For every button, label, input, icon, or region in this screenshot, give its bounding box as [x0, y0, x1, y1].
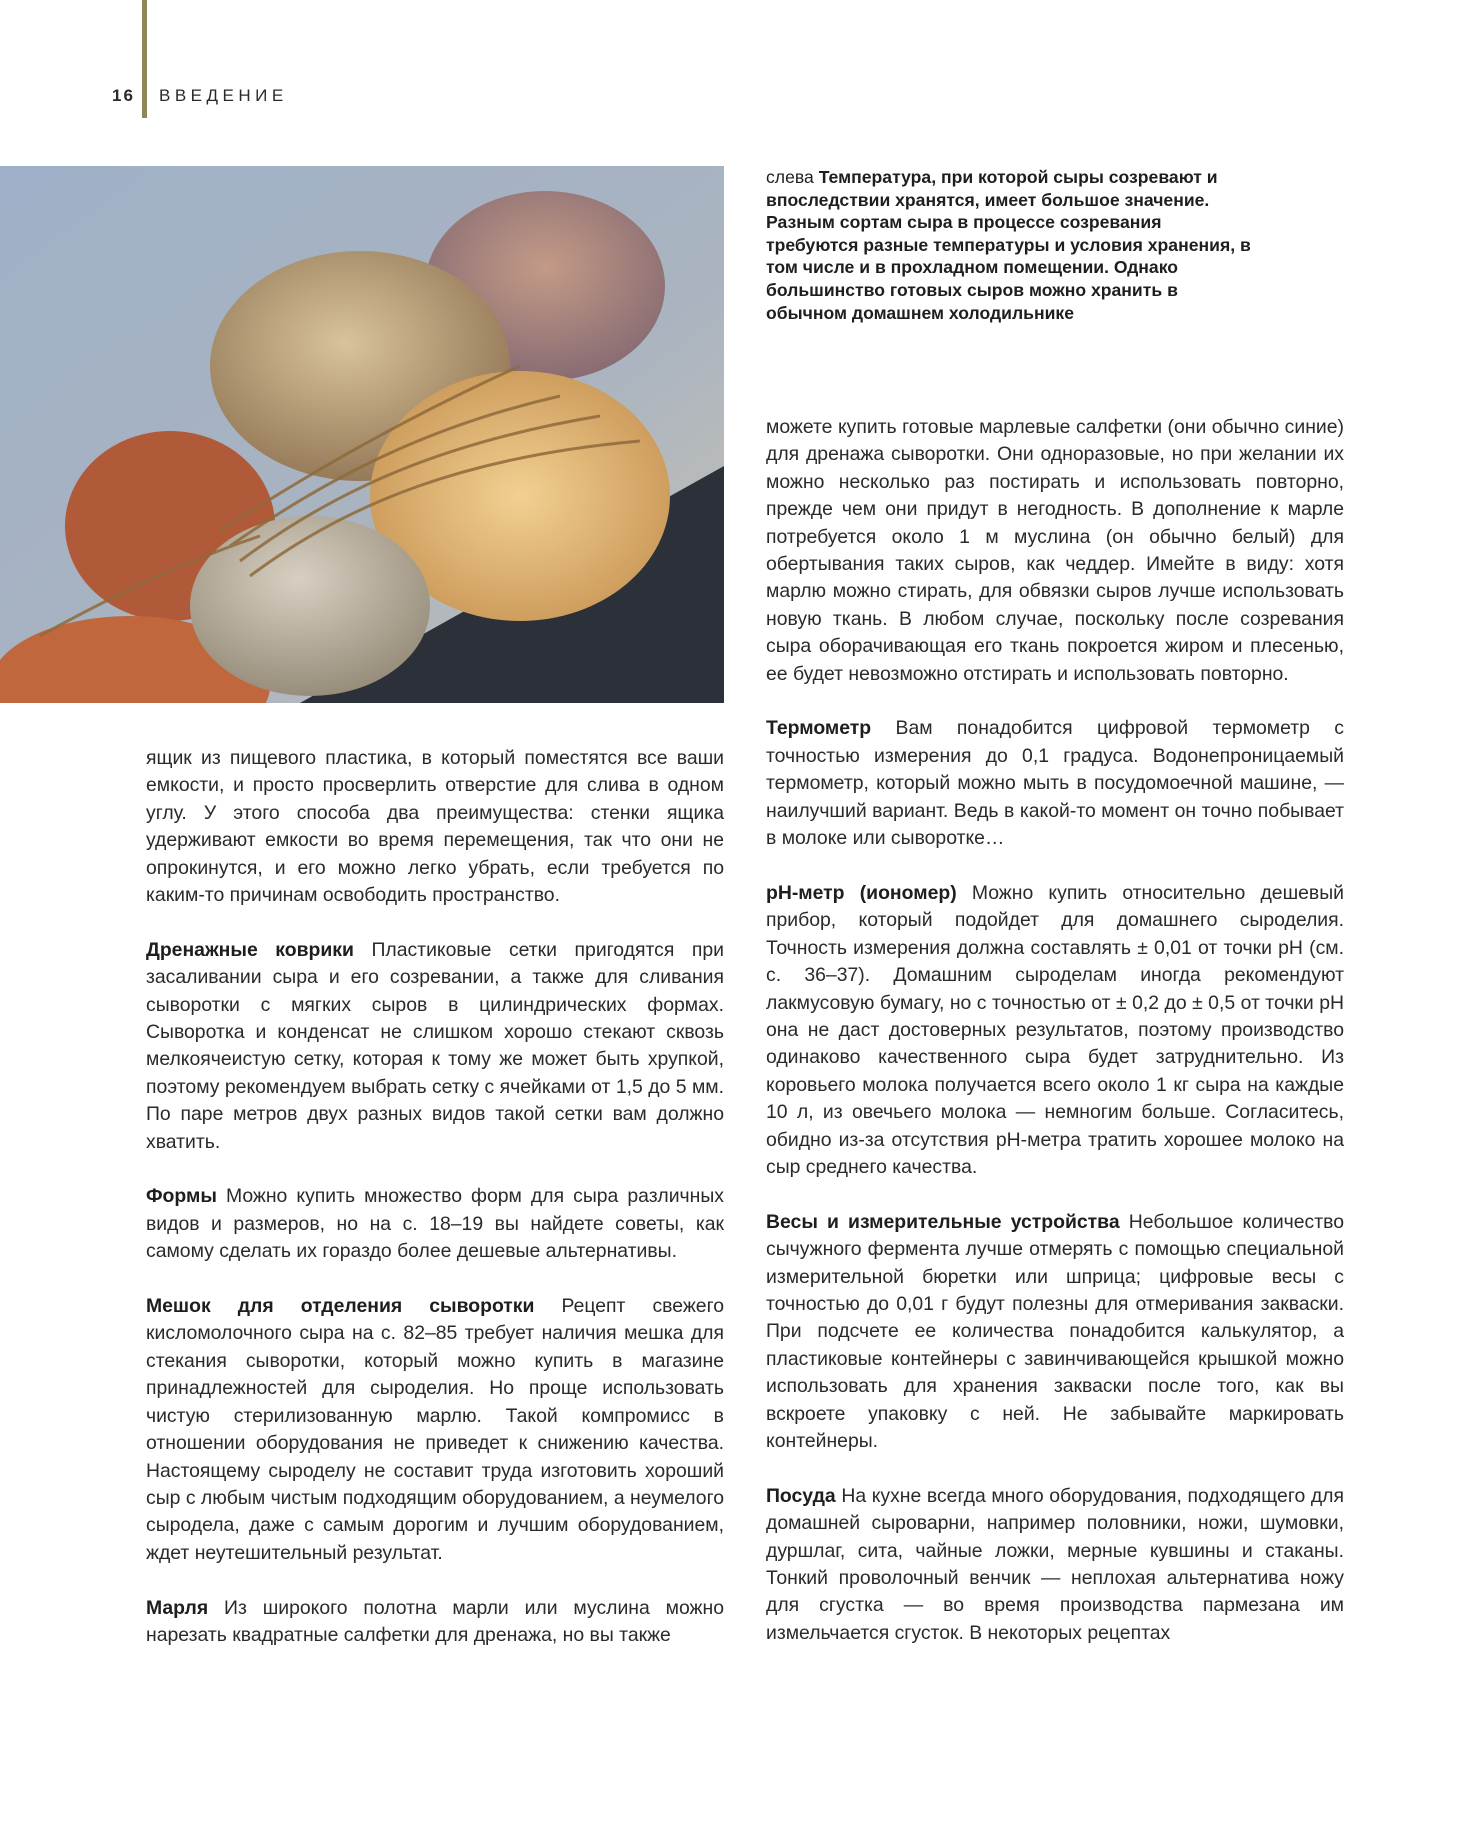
section-title: ВВЕДЕНИЕ [159, 86, 288, 105]
paragraph-scales [766, 1209, 1344, 1456]
paragraph-drainage-mats [146, 937, 724, 1156]
text-thermometer: Вам понадобится цифровой термометр с точностью измерения до 0,1 градуса. Водонепроницаемый термометр, который можно мыть в посудомоечной машине, — наилучший вариант. Ведь в какой-то момент он точно побывает в молоке или сыворотке… [766, 717, 1344, 850]
text-scales: Небольшое количество сычужного фермента лучше отмерять с помощью специальной измерительной бюретки или шприца; цифровые весы с точностью до 0,01 г будут полезны для отмеривания закваски. При подсчете ее количества понадобится калькулятор, а пластиковые контейнеры с завинчивающейся крышкой можно использовать для хранения закваски после того, как вы вскроете упаковку с ней. Не забывайте маркировать контейнеры. [766, 1210, 1344, 1452]
paragraph-whey-bag [146, 1293, 724, 1567]
text-molds: Можно купить множество форм для сыра различных видов и размеров, но на с. 18–19 вы найдете советы, как самому сделать их гораздо более дешевые альтернативы. [146, 1185, 724, 1263]
term-drainage-mats: Дренажные коврики [146, 938, 354, 961]
photo-caption [766, 166, 1256, 324]
caption-text: Температура, при которой сыры созревают и впоследствии хранятся, имеет большое значение. Разным сортам сыра в процессе созревания требуются разные температуры и условия хранения, в том числе и в прохладном помещении. Однако большинство готовых сыров можно хранить в обычном домашнем холодильнике [766, 167, 1251, 323]
left-intro-paragraph: ящик из пищевого пластика, в который поместятся все ваши емкости, и просто просверлить отверстие для слива в одном углу. У этого способа два преимущества: стенки ящика удерживают емкости во время перемещения, так что они не опрокинутся, и его можно легко убрать, если требуется по каким-то причинам освободить пространство. [146, 747, 724, 907]
right-column [766, 414, 1344, 1675]
caption-lead: слева [766, 167, 814, 187]
text-utensils: На кухне всегда много оборудования, подходящего для домашней сыроварни, например половники, ножи, шумовки, дуршлаг, сита, чайные ложки, мерные кувшины и стаканы. Тонкий проволочный венчик — неплохая альтернатива ножу для сгустка — во время производства пармезана им измельчается сгусток. В некоторых рецептах [766, 1484, 1344, 1644]
right-intro-paragraph: можете купить готовые марлевые салфетки (они обычно синие) для дренажа сыворотки. Они одноразовые, но при желании их можно несколько раз постирать и использовать повторно, прежде чем они придут в негодность. В дополнение к марле потребуется около 1 м муслина (он обычно белый) для обертывания таких сыров, как чеддер. Имейте в виду: хотя марлю можно стирать, для обвязки сыров лучше использовать новую ткань. В любом случае, поскольку после созревания сыра оборачивающая его ткань покроется жиром и плесенью, ее будет невозможно отстирать и использовать повторно. [766, 416, 1344, 685]
header-rule [142, 0, 147, 118]
paragraph-cheesecloth [146, 1595, 724, 1650]
text-ph-meter: Можно купить относительно дешевый прибор, который подойдет для домашнего сыроделия. Точность измерения должна составлять ± 0,01 от точки pH (см. с. 36–37). Домашним сыроделам иногда рекомендуют лакмусовую бумагу, но с точностью от ± 0,2 до ± 0,5 от точки pH она не даст достоверных результатов, поэтому производство одинаково качественного сыра будет затруднительно. Из коровьего молока получается всего около 1 кг сыра на каждые 10 л, из овечьего молока — немногим больше. Согласитесь, обидно из-за отсутствия pH-метра тратить хорошее молоко на сыр среднего качества. [766, 881, 1344, 1178]
text-whey-bag: Рецепт свежего кисломолочного сыра на с. 82–85 требует наличия мешка для стекания сыворотки, который можно купить в магазине принадлежностей для сыроделия. Но проще использовать чистую стерилизованную марлю. Такой компромисс в отношении оборудования не приведет к снижению качества. Настоящему сыроделу не составит труда изготовить хороший сыр с любым чистым подходящим оборудованием, а неумелого сыродела, даже с самым дорогим и лучшим оборудованием, ждет неутешительный результат. [146, 1295, 724, 1564]
term-whey-bag: Мешок для отделения сыворотки [146, 1295, 535, 1318]
cheese-wheels-photo [0, 166, 724, 703]
text-cheesecloth: Из широкого полотна марли или муслина можно нарезать квадратные салфетки для дренажа, но вы также [146, 1596, 724, 1646]
term-ph-meter: pH-метр (иономер) [766, 881, 957, 904]
cheese-wheels-photo-icon [0, 166, 724, 703]
paragraph-thermometer [766, 715, 1344, 852]
term-molds: Формы [146, 1185, 217, 1208]
paragraph-molds [146, 1183, 724, 1265]
page-number: 16 [112, 86, 135, 105]
term-utensils: Посуда [766, 1484, 836, 1507]
paragraph-ph-meter [766, 880, 1344, 1181]
text-drainage-mats: Пластиковые сетки пригодятся при засаливании сыра и его созревании, а также для сливания сыворотки с мягких сыров в цилиндрических формах. Сыворотка и конденсат не слишком хорошо стекают сквозь мелкоячеистую сетку, которая к тому же может быть хрупкой, поэтому рекомендуем выбрать сетку с ячейками от 1,5 до 5 мм. По паре метров двух разных видов такой сетки вам должно хватить. [146, 938, 724, 1153]
term-cheesecloth: Марля [146, 1596, 209, 1619]
left-column [146, 745, 724, 1677]
term-thermometer: Термометр [766, 717, 872, 740]
term-scales: Весы и измерительные устройства [766, 1210, 1120, 1233]
paragraph-utensils [766, 1483, 1344, 1647]
